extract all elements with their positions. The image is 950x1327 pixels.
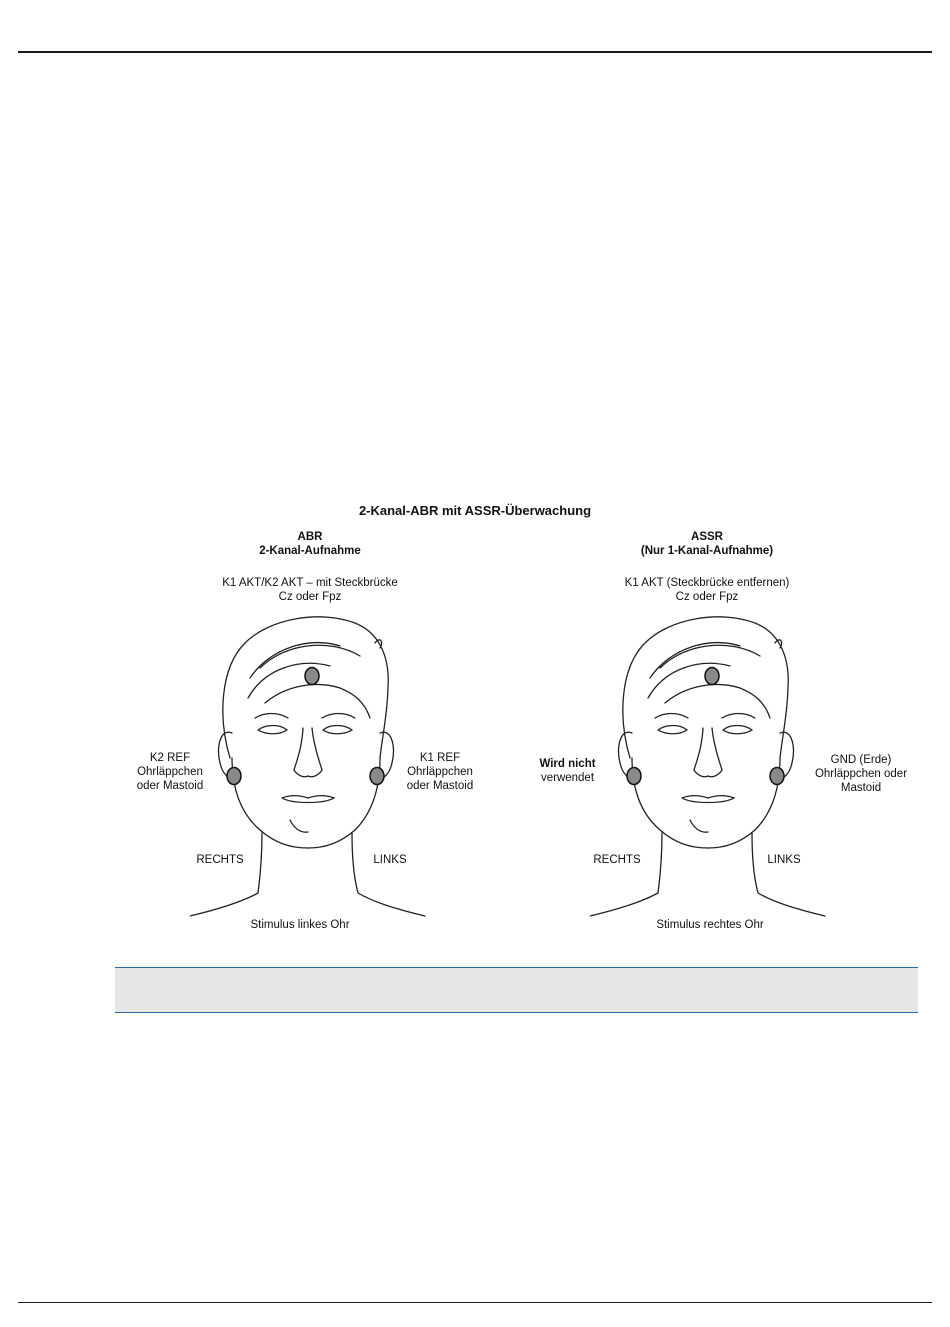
left-ear-electrode (227, 768, 241, 785)
chin-line (690, 820, 708, 832)
left-eye (658, 726, 687, 734)
right-side-links: LINKS (767, 854, 801, 866)
unused-ear-label-1: Wird nicht (539, 758, 596, 770)
mouth (682, 796, 734, 803)
right-ear-label-1: K1 REF (419, 752, 461, 764)
gnd-ear-label-2: Ohrläppchen oder (814, 768, 908, 780)
hair-fringe (265, 684, 370, 718)
right-head-drawing (590, 608, 830, 923)
left-brow (655, 714, 688, 719)
face-right-outline (708, 758, 780, 848)
figure-title: 2-Kanal-ABR mit ASSR-Überwachung (358, 503, 592, 518)
note-box (115, 967, 918, 1013)
top-electrode (305, 668, 319, 685)
left-ear-label-2: Ohrläppchen (137, 766, 203, 778)
unused-ear-label-2: verwendet (540, 772, 595, 784)
nose (694, 728, 722, 777)
right-eye (723, 726, 752, 734)
face-right-outline (308, 758, 380, 848)
right-stimulus: Stimulus rechtes Ohr (656, 919, 764, 931)
right-brow (722, 714, 755, 719)
right-heading-2: (Nur 1-Kanal-Aufnahme) (640, 545, 774, 557)
head-hair-outline (623, 617, 788, 758)
right-ear-label-3: oder Mastoid (406, 780, 474, 792)
right-eye (323, 726, 352, 734)
left-top-label-2: Cz oder Fpz (278, 591, 342, 603)
left-ear-label-3: oder Mastoid (136, 780, 204, 792)
chin-line (290, 820, 308, 832)
left-side-links: LINKS (373, 854, 407, 866)
nose (294, 728, 322, 777)
head-hair-outline (223, 617, 388, 758)
left-top-label-1: K1 AKT/K2 AKT – mit Steckbrücke (222, 577, 398, 589)
mouth (282, 796, 334, 803)
right-heading-1: ASSR (691, 531, 723, 543)
right-ear-electrode (770, 768, 784, 785)
left-ear-electrode (627, 768, 641, 785)
gnd-ear-label-1: GND (Erde) (830, 754, 892, 766)
neck-left (590, 833, 662, 916)
left-heading-2: 2-Kanal-Aufnahme (259, 545, 361, 557)
neck-right (752, 833, 825, 916)
top-electrode (705, 668, 719, 685)
neck-right (352, 833, 425, 916)
left-brow (255, 714, 288, 719)
left-head-drawing (190, 608, 430, 923)
gnd-ear-label-3: Mastoid (840, 782, 882, 794)
right-ear-electrode (370, 768, 384, 785)
neck-left (190, 833, 262, 916)
right-ear-label-2: Ohrläppchen (407, 766, 473, 778)
header-rule (18, 51, 932, 53)
left-eye (258, 726, 287, 734)
footer-rule (18, 1302, 932, 1303)
right-side-rechts: RECHTS (593, 854, 641, 866)
face-left-outline (632, 758, 708, 848)
right-brow (322, 714, 355, 719)
right-top-label-1: K1 AKT (Steckbrücke entfernen) (624, 577, 790, 589)
right-top-label-2: Cz oder Fpz (675, 591, 739, 603)
left-ear-label-1: K2 REF (149, 752, 191, 764)
left-stimulus: Stimulus linkes Ohr (250, 919, 350, 931)
hair-fringe (665, 684, 770, 718)
face-left-outline (232, 758, 308, 848)
left-heading-1: ABR (297, 531, 323, 543)
left-side-rechts: RECHTS (196, 854, 244, 866)
